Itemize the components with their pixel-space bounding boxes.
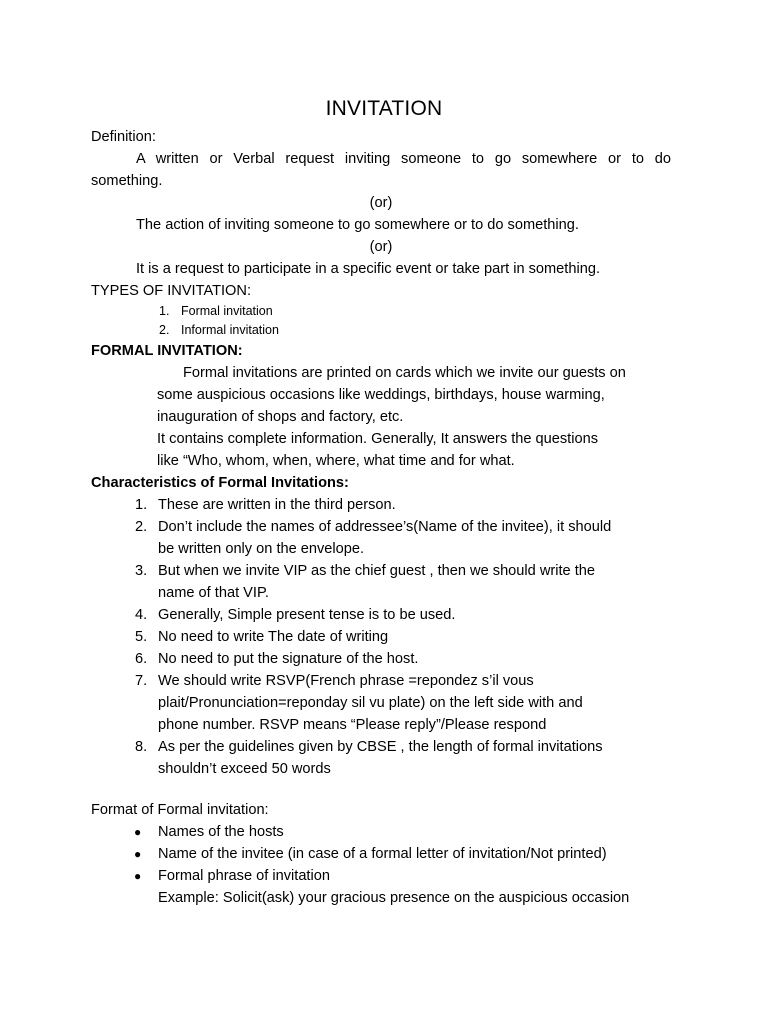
list-item-number: 2. bbox=[159, 323, 170, 337]
list-item-text: be written only on the envelope. bbox=[158, 541, 365, 557]
formal-line: some auspicious occasions like weddings, birthdays, house warming, bbox=[157, 387, 605, 403]
list-item-text: shouldn’t exceed 50 words bbox=[158, 761, 331, 777]
list-item bbox=[159, 321, 671, 340]
list-item-text: Name of the invitee (in case of a formal letter of invitation/Not printed) bbox=[158, 846, 607, 862]
list-item-text: We should write RSVP(French phrase =repondez s’il vous bbox=[158, 673, 534, 689]
list-item-text: Generally, Simple present tense is to be used. bbox=[158, 607, 456, 623]
list-item bbox=[135, 494, 671, 516]
formal-heading: FORMAL INVITATION: bbox=[91, 343, 243, 359]
definition-line-1a: A written or Verbal request inviting someone to go somewhere or to do bbox=[136, 151, 671, 167]
definition-line-3: It is a request to participate in a specific event or take part in something. bbox=[136, 261, 600, 277]
list-item-text: No need to write The date of writing bbox=[158, 629, 389, 645]
list-item-text: Names of the hosts bbox=[158, 824, 284, 840]
list-item-text: phone number. RSVP means “Please reply”/Please respond bbox=[158, 717, 547, 733]
list-item-text: Formal invitation bbox=[181, 304, 273, 318]
definition-line-2: The action of inviting someone to go somewhere or to do something. bbox=[136, 217, 579, 233]
characteristics-heading: Characteristics of Formal Invitations: bbox=[91, 475, 349, 491]
types-list bbox=[91, 302, 671, 340]
formal-line: It contains complete information. Generally, It answers the questions bbox=[157, 431, 599, 447]
list-item bbox=[135, 626, 671, 648]
formal-line: Formal invitations are printed on cards which we invite our guests on bbox=[183, 365, 626, 381]
bullet-icon: ● bbox=[134, 869, 142, 883]
bullet-icon: ● bbox=[134, 825, 142, 839]
formal-line: inauguration of shops and factory, etc. bbox=[157, 409, 404, 425]
list-item-number: 7. bbox=[135, 673, 148, 689]
formal-paragraph bbox=[91, 362, 671, 472]
list-item-number: 8. bbox=[135, 739, 148, 755]
list-item-text: These are written in the third person. bbox=[158, 497, 396, 513]
types-heading: TYPES OF INVITATION: bbox=[91, 283, 252, 299]
list-item bbox=[135, 516, 671, 560]
list-item-text: name of that VIP. bbox=[158, 585, 269, 601]
list-item-text: plait/Pronunciation=reponday sil vu plate) on the left side with and bbox=[158, 695, 583, 711]
list-item-text: Formal phrase of invitation bbox=[158, 868, 330, 884]
list-item bbox=[134, 843, 671, 865]
document-title: INVITATION bbox=[325, 97, 443, 120]
characteristics-list bbox=[91, 494, 671, 780]
list-item bbox=[135, 648, 671, 670]
list-item-number: 5. bbox=[135, 629, 148, 645]
definition-or-1: (or) bbox=[369, 195, 393, 211]
definition-or-2: (or) bbox=[369, 239, 393, 255]
list-item-number: 3. bbox=[135, 563, 148, 579]
list-item-number: 6. bbox=[135, 651, 148, 667]
list-item-number: 1. bbox=[159, 304, 170, 318]
list-item bbox=[135, 604, 671, 626]
document-body bbox=[91, 126, 671, 909]
list-item-text: Example: Solicit(ask) your gracious presence on the auspicious occasion bbox=[158, 890, 630, 906]
list-item bbox=[159, 302, 671, 321]
section-spacer bbox=[91, 780, 671, 799]
list-item bbox=[134, 865, 671, 909]
list-item bbox=[135, 670, 671, 736]
formal-line: like “Who, whom, when, where, what time and for what. bbox=[157, 453, 515, 469]
bullet-icon: ● bbox=[134, 847, 142, 861]
list-item-text: But when we invite VIP as the chief guest , then we should write the bbox=[158, 563, 595, 579]
list-item-text: Don’t include the names of addressee’s(Name of the invitee), it should bbox=[158, 519, 612, 535]
definition-line-1b: something. bbox=[91, 173, 163, 189]
list-item-number: 1. bbox=[135, 497, 148, 513]
definition-heading: Definition: bbox=[91, 129, 156, 145]
list-item bbox=[134, 821, 671, 843]
list-item-text: Informal invitation bbox=[181, 323, 279, 337]
format-heading: Format of Formal invitation: bbox=[91, 802, 269, 818]
list-item-text: No need to put the signature of the host. bbox=[158, 651, 419, 667]
list-item bbox=[135, 560, 671, 604]
list-item-number: 4. bbox=[135, 607, 148, 623]
list-item-number: 2. bbox=[135, 519, 148, 535]
list-item-text: As per the guidelines given by CBSE , the length of formal invitations bbox=[158, 739, 603, 755]
format-list bbox=[91, 821, 671, 909]
list-item bbox=[135, 736, 671, 780]
